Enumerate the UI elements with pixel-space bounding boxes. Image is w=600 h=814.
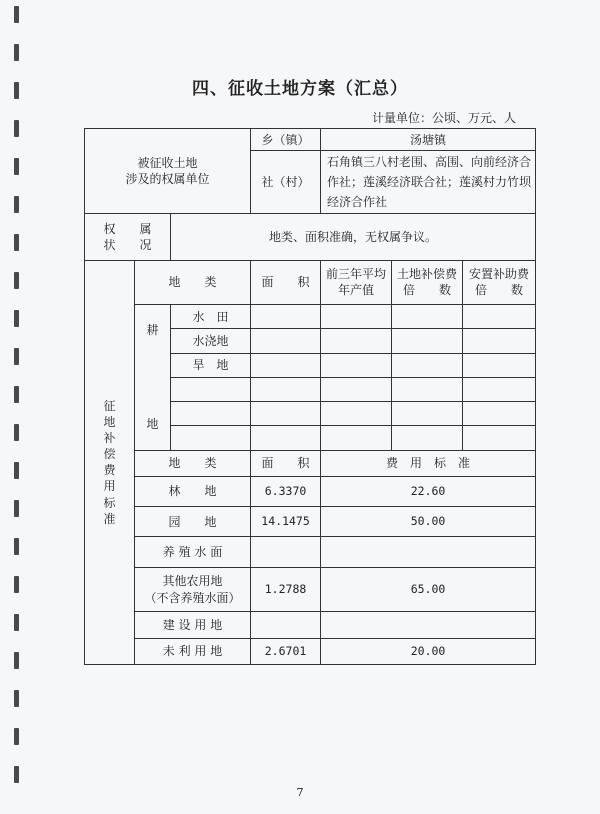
standard-row-label: 养 殖 水 面 <box>135 537 251 567</box>
farmland-group-char1: 耕 <box>146 323 159 338</box>
farmland-type-header: 地 类 <box>135 260 251 304</box>
section-char: 标 <box>103 495 116 510</box>
avg-output-header-line2: 年产值 <box>338 283 375 298</box>
other-farmland-label: 其他农用地 <box>162 574 223 589</box>
farmland-row-label: 水浇地 <box>171 329 251 353</box>
page-number: 7 <box>296 786 304 799</box>
farmland-cell-comp <box>392 353 463 377</box>
farmland-cell-resettle <box>463 426 536 450</box>
other-farmland-note: （不含养殖水面） <box>144 590 241 605</box>
ownership-label-cell <box>85 214 171 261</box>
farmland-cell-output <box>321 426 392 450</box>
section-char: 补 <box>103 430 116 445</box>
farmland-cell-area <box>251 329 321 353</box>
farmland-cell-output <box>321 305 392 329</box>
ownership-value: 地类、面积准确，无权属争议。 <box>171 214 536 261</box>
standard-row-label: 建 设 用 地 <box>135 612 251 638</box>
farmland-cell-comp <box>392 305 463 329</box>
standard-fee-header: 费 用 标 准 <box>321 450 536 476</box>
standard-row-label <box>135 567 251 611</box>
farmland-cell-resettle <box>463 305 536 329</box>
farmland-cell-area <box>251 377 321 401</box>
standard-row-label: 未 利 用 地 <box>135 638 251 664</box>
farmland-cell-resettle <box>463 329 536 353</box>
avg-output-header <box>321 260 392 304</box>
farmland-group-label <box>135 305 171 451</box>
section-label-vertical <box>85 260 135 664</box>
township-label: 乡（镇） <box>251 129 321 151</box>
farmland-cell-resettle <box>463 402 536 426</box>
land-acquisition-table <box>84 128 536 665</box>
avg-output-header-line1: 前三年平均 <box>326 267 387 282</box>
village-value: 石角镇三八村老围、高围、向前经济合作社；莲溪经济联合社；莲溪村力竹坝经济合作社 <box>321 151 536 214</box>
ownership-label-line2: 状 况 <box>103 237 152 252</box>
section-char: 用 <box>103 479 116 494</box>
farmland-row-label: 水 田 <box>171 305 251 329</box>
section-char: 地 <box>103 414 116 429</box>
resettlement-header-line1: 安置补助费 <box>469 267 530 282</box>
standard-row-fee: 50.00 <box>321 507 536 537</box>
standard-row-area <box>251 537 321 567</box>
farmland-row-label: 旱 地 <box>171 353 251 377</box>
owner-label-line1: 被征收土地 <box>137 155 198 170</box>
farmland-cell-comp <box>392 329 463 353</box>
standard-row-area <box>251 612 321 638</box>
owner-label-cell <box>85 129 251 214</box>
farmland-cell-output <box>321 329 392 353</box>
farmland-cell-area <box>251 402 321 426</box>
ownership-label-line1: 权 属 <box>103 221 152 236</box>
owner-label-line2: 涉及的权属单位 <box>125 172 210 187</box>
standard-row-area: 2.6701 <box>251 638 321 664</box>
village-label: 社（村） <box>251 151 321 214</box>
resettlement-multiple-header <box>463 260 536 304</box>
farmland-cell-comp <box>392 402 463 426</box>
section-char: 费 <box>103 463 116 478</box>
standard-row-fee: 22.60 <box>321 476 536 506</box>
compensation-header-line2: 倍 数 <box>403 283 452 298</box>
standard-row-area: 14.1475 <box>251 507 321 537</box>
farmland-area-header: 面 积 <box>251 260 321 304</box>
standard-row-area: 1.2788 <box>251 567 321 611</box>
compensation-multiple-header <box>392 260 463 304</box>
farmland-cell-area <box>251 353 321 377</box>
standard-row-label: 林 地 <box>135 476 251 506</box>
section-char: 征 <box>103 398 116 413</box>
standard-area-header: 面 积 <box>251 450 321 476</box>
farmland-cell-comp <box>392 426 463 450</box>
farmland-cell-output <box>321 377 392 401</box>
standard-row-area: 6.3370 <box>251 476 321 506</box>
standard-row-fee <box>321 537 536 567</box>
farmland-cell-comp <box>392 377 463 401</box>
township-value: 汤塘镇 <box>321 129 536 151</box>
section-char: 偿 <box>103 447 116 462</box>
standard-row-fee: 20.00 <box>321 638 536 664</box>
page-title: 四、征收土地方案（汇总） <box>192 79 408 99</box>
compensation-header-line1: 土地补偿费 <box>397 267 458 282</box>
farmland-cell-resettle <box>463 377 536 401</box>
farmland-cell-output <box>321 402 392 426</box>
standard-row-label: 园 地 <box>135 507 251 537</box>
farmland-row-label <box>171 377 251 401</box>
farmland-cell-resettle <box>463 353 536 377</box>
farmland-cell-area <box>251 426 321 450</box>
farmland-row-label <box>171 402 251 426</box>
resettlement-header-line2: 倍 数 <box>475 283 524 298</box>
measurement-units: 计量单位：公顷、万元、人 <box>371 111 516 125</box>
farmland-group-char2: 地 <box>146 417 159 432</box>
standard-row-fee: 65.00 <box>321 567 536 611</box>
section-char: 准 <box>103 511 116 526</box>
farmland-cell-output <box>321 353 392 377</box>
standard-row-fee <box>321 612 536 638</box>
farmland-row-label <box>171 426 251 450</box>
farmland-cell-area <box>251 305 321 329</box>
standard-type-header: 地 类 <box>135 450 251 476</box>
